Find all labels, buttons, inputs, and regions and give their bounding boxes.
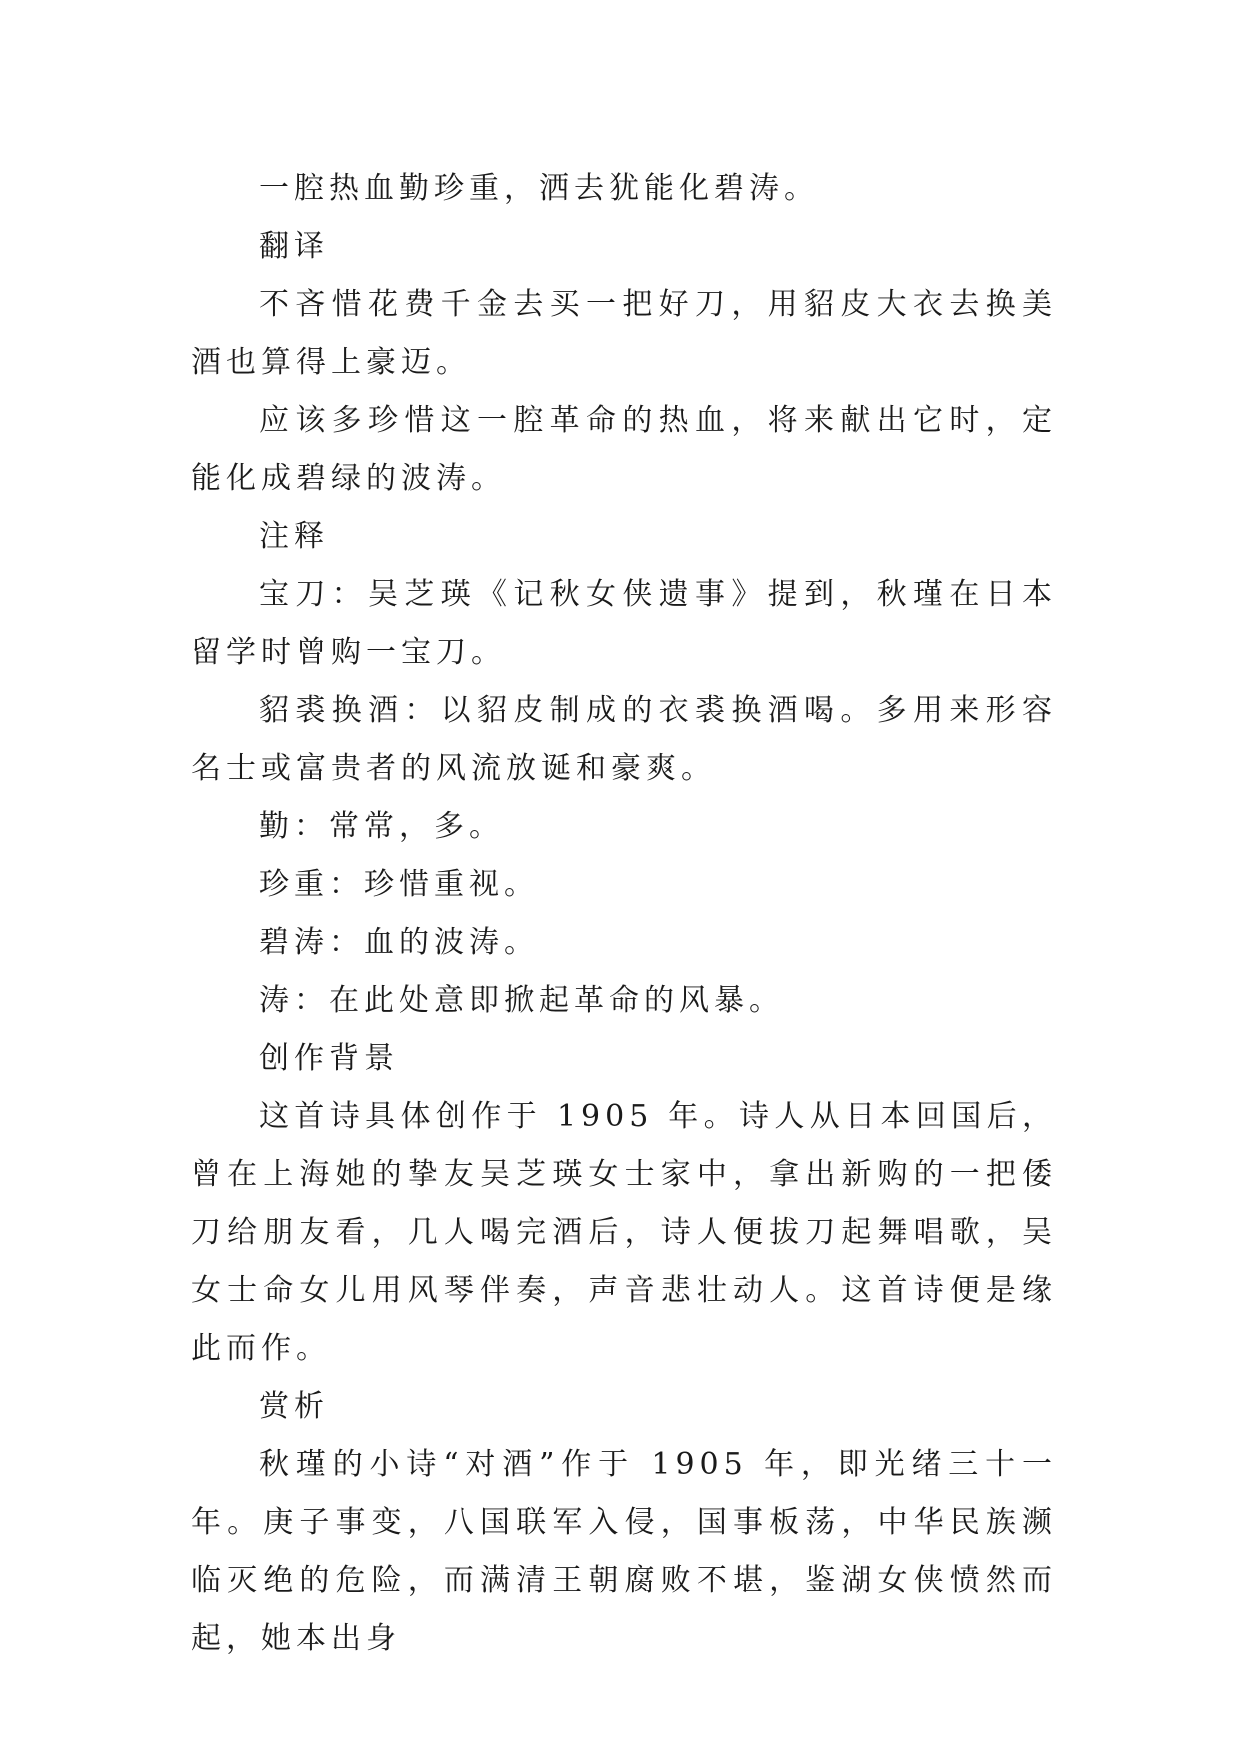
note-item: 碧涛：血的波涛。 bbox=[259, 925, 539, 960]
background-paragraph: 这首诗具体创作于 1905 年。诗人从日本回国后，曾在上海她的挚友吴芝瑛女士家中，拿出新购的一把倭刀给朋友看，几人喝完酒后，诗人便拔刀起舞唱歌，吴女士命女儿用风琴伴奏，声音悲壮动人。这首诗便是缘此而作。 bbox=[191, 1099, 1057, 1366]
note-item: 珍重：珍惜重视。 bbox=[259, 867, 539, 902]
document-body bbox=[191, 160, 1057, 1668]
note-item: 涛：在此处意即掀起革命的风暴。 bbox=[259, 983, 784, 1018]
section-heading-translation: 翻译 bbox=[259, 229, 329, 264]
appreciation-paragraph: 秋瑾的小诗“对酒”作于 1905 年，即光绪三十一年。庚子事变，八国联军入侵，国事板荡，中华民族濒临灭绝的危险，而满清王朝腐败不堪，鉴湖女侠愤然而起，她本出身 bbox=[191, 1447, 1057, 1656]
translation-paragraph: 不吝惜花费千金去买一把好刀，用貂皮大衣去换美酒也算得上豪迈。 bbox=[191, 287, 1057, 380]
section-heading-notes: 注释 bbox=[259, 519, 329, 554]
poem-line: 一腔热血勤珍重，洒去犹能化碧涛。 bbox=[259, 171, 819, 206]
note-item: 勤：常常，多。 bbox=[259, 809, 504, 844]
section-heading-background: 创作背景 bbox=[259, 1041, 399, 1076]
translation-paragraph: 应该多珍惜这一腔革命的热血，将来献出它时，定能化成碧绿的波涛。 bbox=[191, 403, 1057, 496]
note-item: 貂裘换酒：以貂皮制成的衣裘换酒喝。多用来形容名士或富贵者的风流放诞和豪爽。 bbox=[191, 693, 1057, 786]
note-item: 宝刀：吴芝瑛《记秋女侠遗事》提到，秋瑾在日本留学时曾购一宝刀。 bbox=[191, 577, 1057, 670]
section-heading-appreciation: 赏析 bbox=[259, 1389, 329, 1424]
